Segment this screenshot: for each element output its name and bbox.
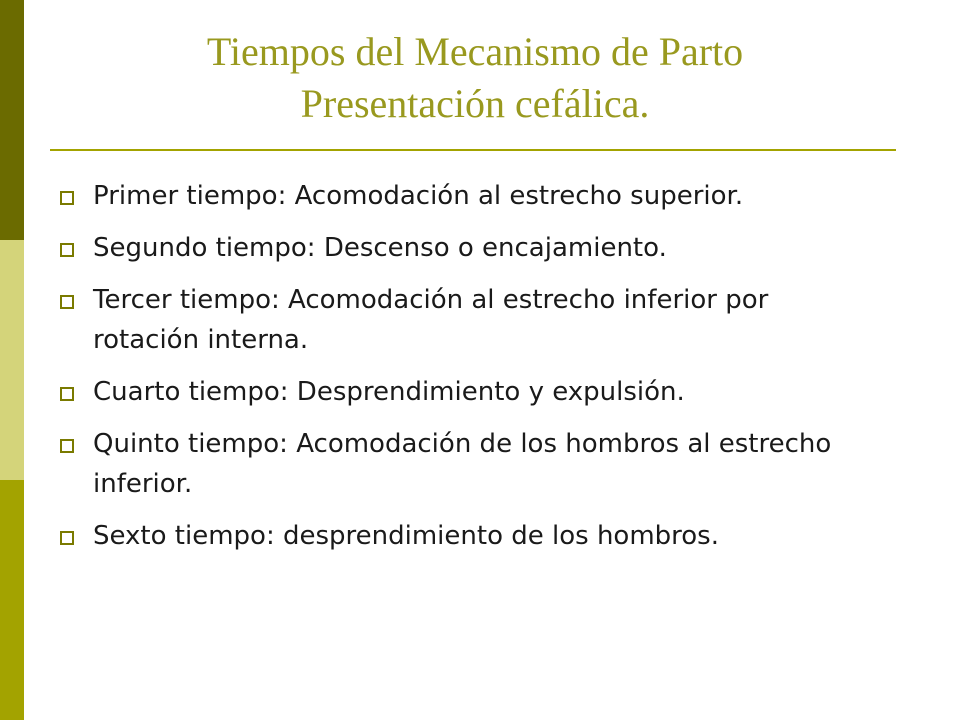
- bullet-text-1: Primer tiempo: Acomodación al estrecho superior.: [93, 181, 744, 211]
- hollow-square-icon: [60, 387, 74, 401]
- slide-title: [40, 26, 910, 130]
- hollow-square-icon: [60, 191, 74, 205]
- bullet-item-6: [58, 516, 878, 556]
- bullet-item-2: [58, 228, 878, 268]
- bullet-item-4: [58, 372, 878, 412]
- hollow-square-icon: [60, 439, 74, 453]
- bullet-text-2: Segundo tiempo: Descenso o encajamiento.: [93, 233, 667, 263]
- slide-title-line-1: Tiempos del Mecanismo de Parto: [206, 29, 744, 74]
- hollow-square-icon: [60, 295, 74, 309]
- bullet-item-5: [58, 424, 878, 504]
- sidebar-segment-light: [0, 240, 24, 480]
- bullet-text-3: Tercer tiempo: Acomodación al estrecho inferior por rotación interna.: [93, 285, 769, 355]
- bullet-item-1: [58, 176, 878, 216]
- bullet-text-5: Quinto tiempo: Acomodación de los hombros al estrecho inferior.: [93, 429, 832, 499]
- slide-title-line-2: Presentación cefálica.: [300, 81, 650, 126]
- bullet-text-6: Sexto tiempo: desprendimiento de los hombros.: [93, 521, 719, 551]
- bullet-list: [58, 176, 878, 568]
- bullet-text-4: Cuarto tiempo: Desprendimiento y expulsión.: [93, 377, 685, 407]
- sidebar-segment-medium: [0, 480, 24, 720]
- hollow-square-icon: [60, 531, 74, 545]
- sidebar-segment-dark: [0, 0, 24, 240]
- bullet-item-3: [58, 280, 878, 360]
- title-divider: [50, 149, 896, 151]
- hollow-square-icon: [60, 243, 74, 257]
